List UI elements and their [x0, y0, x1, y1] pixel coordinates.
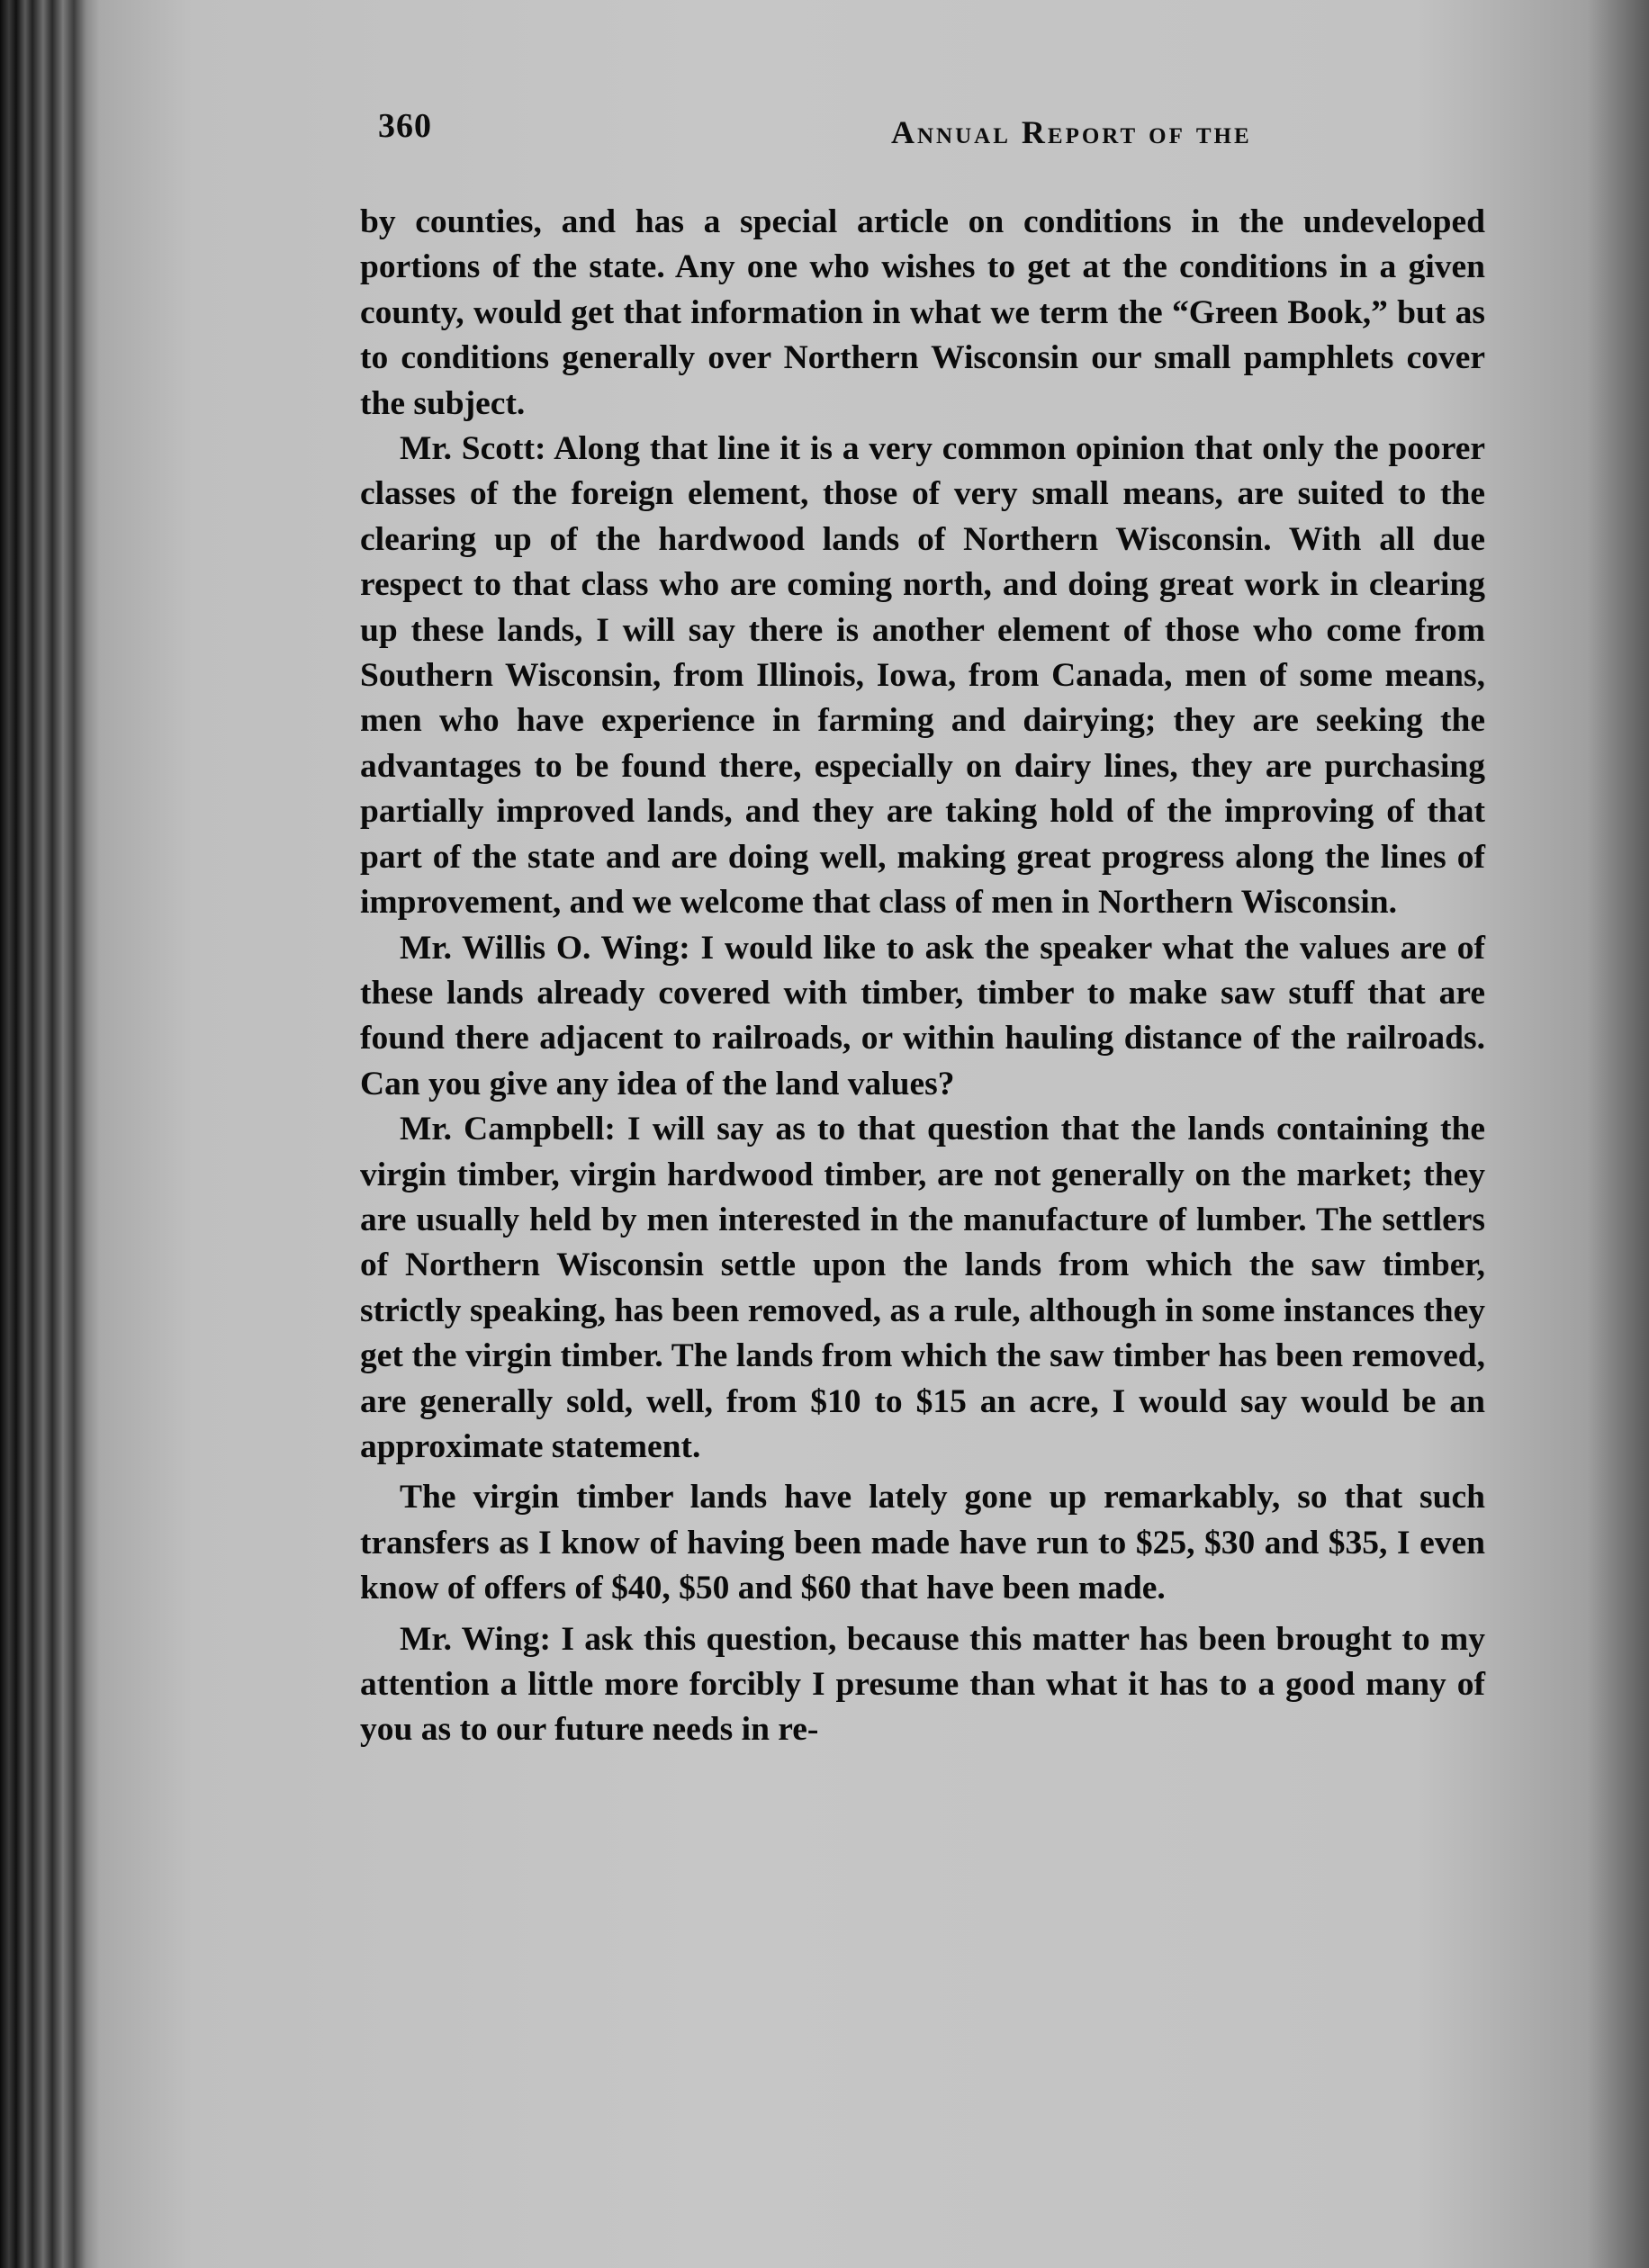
body-text [360, 200, 1485, 1753]
paragraph-virgin-timber [360, 1475, 1485, 1611]
paragraph-wing [360, 1617, 1485, 1753]
speaker-label: Mr. Wing: [400, 1620, 551, 1658]
page-header [279, 106, 1449, 160]
speaker-label: Mr. Willis O. Wing: [400, 929, 690, 967]
paragraph-text: The virgin timber lands have lately gone up remarkably, so that such transfers as I know of having been made have run to $25, $30 and $35, I even know of offers of $40, $50 and $60 that have been made. [360, 1479, 1485, 1607]
paragraph-continuation [360, 200, 1485, 427]
book-spine [0, 0, 99, 2268]
paragraph-text: I ask this question, because this matter has been brought to my attention a little more forcibly I presume than what it has to a good many of you as to our future needs in re- [360, 1620, 1486, 1749]
speaker-label: Mr. Scott: [400, 430, 546, 468]
paragraph-text: Along that line it is a very common opinion that only the poorer classes of the foreign element, those of very small means, are suited to the clearing up of the hardwood lands of Northern Wisconsin. With all due respect to that class who are coming north, and doing great work in clearing up these lands, I will say there is another element of those who come from Southern Wisconsin, from Illinois, Iowa, from Canada, men of some means, men who have experience in farming and dairying; they are seeking the advantages to be found there, especially on dairy lines, they are purchasing partially improved lands, and they are taking hold of the improving of that part of the state and are doing well, making great progress along the lines of improvement, and we welcome that class of men in Northern Wisconsin. [360, 430, 1485, 922]
paragraph-willis-wing [360, 926, 1485, 1108]
page-number: 360 [378, 107, 432, 145]
speaker-label: Mr. Campbell: [400, 1111, 616, 1148]
running-head: Annual Report of the [891, 114, 1252, 150]
paragraph-campbell [360, 1107, 1485, 1470]
paragraph-text: I would like to ask the speaker what the values are of these lands already covered with timber, timber to make saw stuff that are found there adjacent to railroads, or within hauling distance of the railroads. Can you give any idea of the land values? [360, 929, 1485, 1102]
paragraph-text: by counties, and has a special article on conditions in the undeveloped portions of the state. Any one who wishes to get at the conditions in a given county, would get that information in what we term the “Green Book,” but as to conditions generally over Northern Wisconsin our small pamphlets cover the subject. [360, 203, 1485, 422]
paragraph-scott [360, 427, 1485, 925]
paragraph-text: I will say as to that question that the lands containing the virgin timber, virgin hardwood timber, are not generally on the market; they are usually held by men interested in the manufacture of lumber. The settlers of Northern Wisconsin settle upon the lands from which the saw timber, strictly speaking, has been removed, as a rule, although in some instances they get the virgin timber. The lands from which the saw timber has been removed, are generally sold, well, from $10 to $15 an acre, I would say would be an approximate statement. [360, 1111, 1486, 1465]
